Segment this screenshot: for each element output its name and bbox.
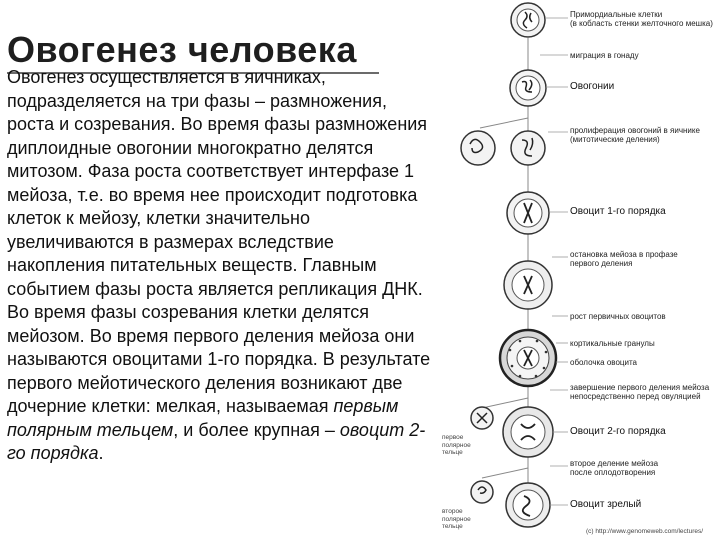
stage-secondary-oocyte-label: Овоцит 2-го порядка <box>570 426 666 437</box>
oogenesis-diagram <box>440 0 720 540</box>
oogonium-cell-illustration <box>510 70 546 106</box>
body-paragraph <box>7 66 432 466</box>
stage-mature-oocyte-label: Овоцит зрелый <box>570 499 642 510</box>
second-polar-body-label: второе полярное тельце <box>442 508 471 530</box>
source-credit: (c) http://www.genomeweb.com/lectures/ <box>586 528 704 535</box>
stage-oogonia-label: Овогонии <box>570 81 615 92</box>
stage-proliferation-note: (митотические деления) <box>570 135 660 144</box>
primary-oocyte-illustration <box>507 192 549 234</box>
mature-oocyte-illustration <box>506 483 550 527</box>
page-title: Овогенез человека <box>7 29 357 70</box>
stage-proliferation <box>570 126 700 144</box>
stage-growth-label: рост первичных овоцитов <box>570 312 666 321</box>
stage-primordial-note: (в кобласть стенки желточного мешка) <box>570 19 713 28</box>
term-secondary-oocyte: овоцит 2-го порядка <box>7 419 426 463</box>
stage-first-division-label: завершение первого деления мейоза <box>570 383 710 392</box>
stage-primordial-label: Примордиальные клетки <box>570 10 663 19</box>
secondary-oocyte-illustration <box>503 407 553 457</box>
branch-line <box>480 108 528 130</box>
stage-second-division-note: после оплодотворения <box>570 468 656 477</box>
stage-migration-label: миграция в гонаду <box>570 51 639 60</box>
stage-prophase-arrest-label: остановка мейоза в профазе <box>570 250 678 259</box>
cortical-granules-label: кортикальные гранулы <box>570 339 655 348</box>
body-text-part1: Овогенез осуществляется в яичниках, подразделяется на три фазы – размножения, роста и созревания. Во время фазы размножения диплоидные овогонии многократно делятся митозом. Фаза роста соответствует интерфазе 1 мейоза, т.е. во время нее происходит подготовка клеток к мейозу, клетки значительно увеличиваются в размерах вследствие накопления питательных веществ. Главным событием фазы роста является репликация ДНК. Во время фазы созревания клетки делятся мейозом. Во время первого деления мейоза они называются овоцитами 1-го порядка. В результате первого мейотического деления возникают две дочерние клетки: мелкая, называемая <box>7 67 431 416</box>
primordial-cell-illustration <box>511 3 545 37</box>
stage-prophase-arrest <box>570 250 678 268</box>
oocyte-membrane-label: оболочка овоцита <box>570 358 637 367</box>
first-polar-body-label: первое полярное тельце <box>442 434 471 456</box>
stage-prophase-arrest-note: первого деления <box>570 259 633 268</box>
growing-oocyte-illustration <box>500 330 556 386</box>
branch-line-polar1 <box>482 388 528 408</box>
stage-first-division <box>570 383 709 401</box>
stage-first-division-note: непосредственно перед овуляцией <box>570 392 701 401</box>
dividing-oogonium-left-illustration <box>461 131 495 165</box>
stage-proliferation-label: пролиферация овогоний в яичнике <box>570 126 700 135</box>
stage-primordial <box>570 10 713 28</box>
branch-line-polar2 <box>482 458 528 478</box>
stage-second-division <box>570 459 658 477</box>
body-text-end: . <box>98 443 104 463</box>
second-polar-body-illustration <box>471 481 493 503</box>
first-polar-body-illustration <box>471 407 493 429</box>
stage-primary-oocyte-label: Овоцит 1-го порядка <box>570 206 666 217</box>
arrested-oocyte-illustration <box>504 261 552 309</box>
term-first-polar-body: первым полярным тельцем <box>7 396 399 440</box>
body-text-block <box>7 66 432 466</box>
body-text-part2: , и более крупная – <box>173 419 340 440</box>
stage-second-division-label: второе деление мейоза <box>570 459 659 468</box>
dividing-oogonium-right-illustration <box>511 131 545 165</box>
